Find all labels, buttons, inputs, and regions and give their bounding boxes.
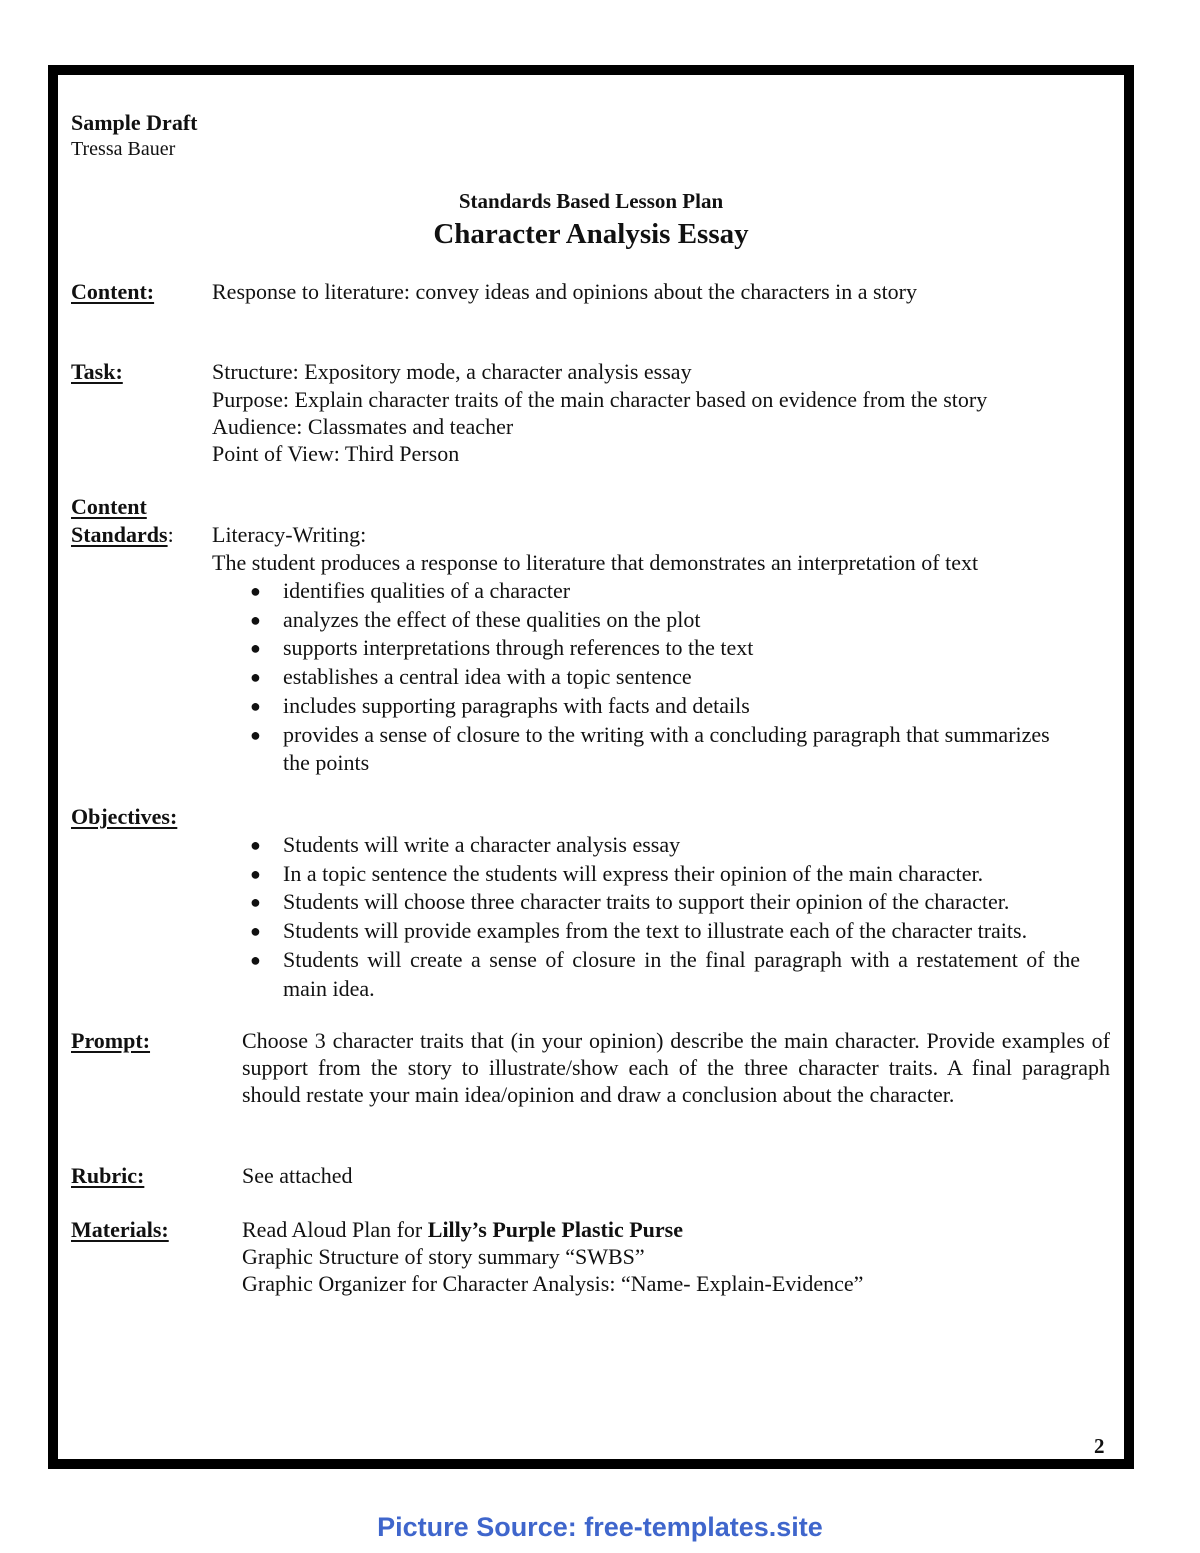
- bullet-icon: ●: [250, 609, 261, 630]
- task-audience: Audience: Classmates and teacher: [212, 414, 514, 439]
- materials-line-3: Graphic Organizer for Character Analysis: “Name- Explain-Evidence”: [242, 1271, 864, 1296]
- task-purpose: Purpose: Explain character traits of the main character based on evidence from the story: [212, 387, 988, 412]
- bullet-icon: ●: [250, 695, 261, 716]
- bullet-icon: ●: [250, 921, 261, 942]
- materials-line-1: [242, 1216, 683, 1244]
- list-item: ● Students will write a character analysis essay: [283, 831, 1080, 860]
- prompt-label: Prompt:: [71, 1028, 151, 1053]
- bullet-icon: ●: [250, 863, 261, 884]
- content-standards-label-line1: Content: [71, 494, 147, 519]
- list-item: ● identifies qualities of a character: [283, 577, 1050, 606]
- list-item: ● establishes a central idea with a topic sentence: [283, 663, 1050, 692]
- draft-label: Sample Draft: [71, 110, 198, 135]
- content-standards-label-colon: :: [167, 522, 174, 547]
- prompt-text: Choose 3 character traits that (in your opinion) describe the main character. Provide examples of support from the story to illustrate/show each of the three character traits. A final paragraph should restate your main idea/opinion and draw a conclusion about the character.: [242, 1028, 1110, 1107]
- content-standards-bullet-list: [250, 577, 1050, 778]
- list-item: ● analyzes the effect of these qualities on the plot: [283, 606, 1050, 635]
- list-item-continuation: the points: [283, 750, 370, 776]
- list-item: ● Students will create a sense of closure in the final paragraph with a restatement of the: [283, 946, 1080, 975]
- list-item: ● Students will provide examples from the text to illustrate each of the character traits.: [283, 917, 1080, 946]
- list-item: ● includes supporting paragraphs with facts and details: [283, 692, 1050, 721]
- bullet-icon: ●: [250, 949, 261, 970]
- rubric-text: See attached: [242, 1163, 353, 1188]
- bullet-icon: ●: [250, 638, 261, 659]
- bullet-icon: ●: [250, 667, 261, 688]
- objectives-label: Objectives:: [71, 804, 178, 829]
- content-label: Content:: [71, 279, 155, 304]
- book-title: Lilly’s Purple Plastic Purse: [427, 1217, 683, 1242]
- page-number: 2: [1094, 1434, 1105, 1458]
- list-item: ● In a topic sentence the students will express their opinion of the main character.: [283, 860, 1080, 889]
- materials-label: Materials:: [71, 1217, 169, 1242]
- objectives-bullet-list: [250, 831, 1081, 1003]
- content-standards-heading: Literacy-Writing:: [212, 522, 367, 547]
- list-item: ● supports interpretations through references to the text: [283, 634, 1050, 663]
- list-item-continuation: main idea.: [283, 975, 375, 1001]
- content-standards-label-line2: Standards: [71, 522, 168, 547]
- list-item: ● provides a sense of closure to the writing with a concluding paragraph that summarizes: [283, 721, 1050, 750]
- task-point-of-view: Point of View: Third Person: [212, 441, 460, 466]
- document-subtitle: Standards Based Lesson Plan: [458, 189, 724, 213]
- bullet-icon: ●: [250, 581, 261, 601]
- materials-line-1-prefix: Read Aloud Plan for: [242, 1217, 428, 1242]
- rubric-label: Rubric:: [71, 1163, 145, 1188]
- content-standards-label: [71, 522, 174, 548]
- bullet-icon: ●: [250, 835, 261, 855]
- bullet-icon: ●: [250, 892, 261, 913]
- task-label: Task:: [71, 359, 123, 384]
- picture-source-caption: Picture Source: free-templates.site: [377, 1512, 823, 1542]
- bullet-icon: ●: [250, 724, 261, 745]
- author-name: Tressa Bauer: [71, 138, 176, 160]
- materials-line-2: Graphic Structure of story summary “SWBS”: [242, 1244, 645, 1269]
- document-title: Character Analysis Essay: [433, 218, 749, 250]
- content-standards-intro: The student produces a response to literature that demonstrates an interpretation of text: [212, 550, 979, 575]
- task-structure: Structure: Expository mode, a character analysis essay: [212, 359, 692, 384]
- content-text: Response to literature: convey ideas and opinions about the characters in a story: [212, 279, 918, 304]
- list-item: ● Students will choose three character traits to support their opinion of the character.: [283, 888, 1080, 917]
